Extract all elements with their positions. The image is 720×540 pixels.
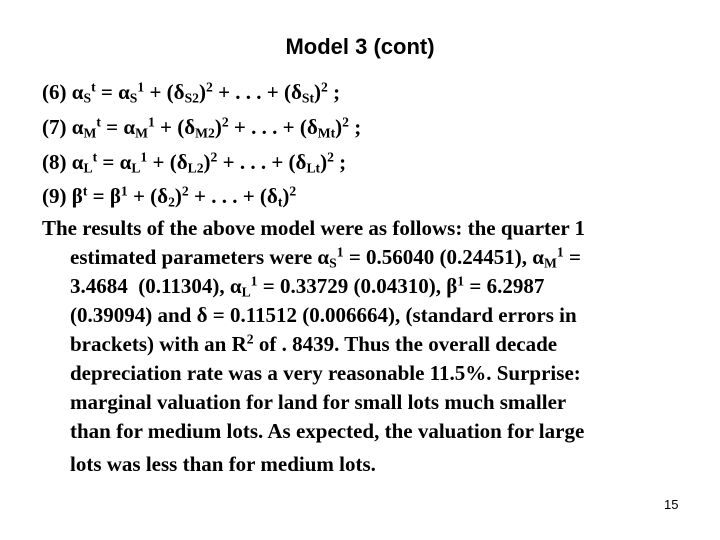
paragraph-line: The results of the above model were as follows: the quarter 1 [42,216,586,240]
paragraph-line: brackets) with an $R^2$ of . 8439. Thus the overall decade [70,331,558,356]
paragraph-line: 3.4684 (0.11304), $\alpha_L^1 = 0.33729$ (0.04310), $\beta^1 = 6.2987$ [70,273,545,300]
paragraph-line: lots was less than for medium lots. [70,452,376,476]
paragraph-line: marginal valuation for land for small lots much smaller [70,390,567,414]
slide-title: Model 3 (cont) [285,34,435,59]
results-paragraph [42,214,702,479]
equation-6: (6) $\alpha_S^t = \alpha_S^1 + (\delta_{S2})^2$ + . . . + $(\delta_{St})^2$ ; [42,79,341,106]
paragraph-line: than for medium lots. As expected, the valuation for large [70,419,585,443]
equation-8: (8) $\alpha_L^t = \alpha_L^1 + (\delta_{L2})^2$ + . . . + $(\delta_{Lt})^2$ ; [42,149,347,176]
equation-9: (9) $\beta^t = \beta^1 + (\delta_2)^2$ + . . . + $(\delta_t)^2$ [42,183,297,210]
equation-7: (7) $\alpha_M^t = \alpha_M^1 + (\delta_{M2})^2$ + . . . + $(\delta_{Mt})^2$ ; [42,114,362,141]
paragraph-line: depreciation rate was a very reasonable 11.5%. Surprise: [70,361,581,385]
paragraph-line: (0.39094) and δ = 0.11512 (0.006664), (standard errors in [70,303,577,327]
page-number: 15 [664,497,679,512]
paragraph-line: estimated parameters were $\alpha_S^1 = 0.56040$ (0.24451), $\alpha_M^1$ = [70,244,581,271]
